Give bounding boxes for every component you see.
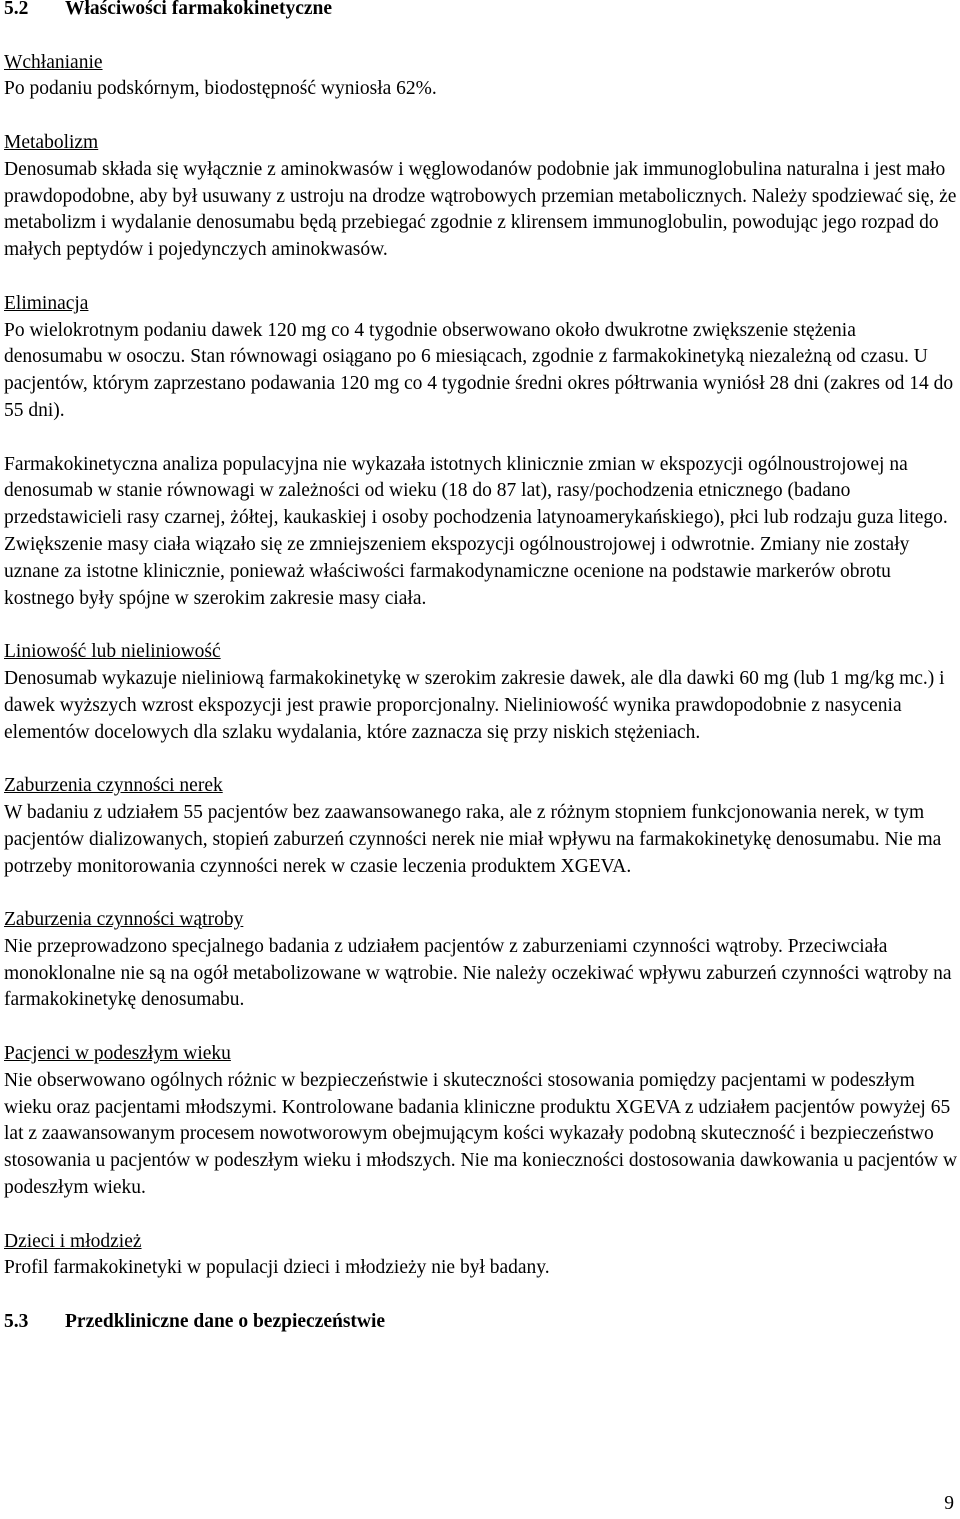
subsection-hepatic-impairment — [4, 907, 958, 1014]
section-title: Przedkliniczne dane o bezpieczeństwie — [65, 1311, 386, 1333]
subsection-title: Metabolizm — [4, 131, 99, 153]
subsection-body: Nie obserwowano ogólnych różnic w bezpieczeństwie i skuteczności stosowania pomiędzy pacjentami w podeszłym wieku oraz pacjentami młodszymi. Kontrolowane badania kliniczne produktu XGEVA z udziałem pacjentów powyżej 65 lat z zaawansowanym procesem nowotworowym obejmującym kości wykazały podobną skuteczność i bezpieczeństwo stosowania u pacjentów w podeszłym wieku i młodszych. Nie ma konieczności dostosowania dawkowania u pacjentów w podeszłym wieku. — [4, 1069, 958, 1199]
subsection-title: Eliminacja — [4, 292, 89, 314]
subsection-linearity — [4, 639, 958, 746]
subsection-body: Po podaniu podskórnym, biodostępność wyniosła 62%. — [4, 78, 437, 100]
subsection-absorption — [4, 50, 958, 104]
subsection-title: Dzieci i młodzież — [4, 1230, 142, 1252]
subsection-body-continued: Farmakokinetyczna analiza populacyjna nie wykazała istotnych klinicznie zmian w ekspozycji ogólnoustrojowej na denosumab w stanie równowagi w zależności od wieku (18 do 87 lat), rasy/pochodzenia etnicznego (badano przedstawicieli rasy czarnej, żółtej, kaukaskiej i osoby pochodzenia latynoamerykańskiego), płci lub rodzaju guza litego. Zwiększenie masy ciała wiązało się ze zmniejszeniem ekspozycji ogólnoustrojowej i odwrotnie. Zmiany nie zostały uznane za istotne klinicznie, ponieważ właściwości farmakodynamiczne ocenione na podstawie markerów obrotu kostnego były spójne w szerokim zakresie masy ciała. — [4, 453, 948, 609]
page-number: 9 — [944, 1493, 954, 1514]
section-heading-5-2 — [4, 0, 958, 23]
subsection-body: Po wielokrotnym podaniu dawek 120 mg co 4 tygodnie obserwowano około dwukrotne zwiększenie stężenia denosumabu w osoczu. Stan równowagi osiągano po 6 miesiącach, zgodnie z farmakokinetyką niezależną od czasu. U pacjentów, którym zaprzestano podawania 120 mg co 4 tygodnie średni okres półtrwania wyniósł 28 dni (zakres od 14 do 55 dni). — [4, 319, 954, 421]
subsection-title: Zaburzenia czynności wątroby — [4, 909, 244, 931]
subsection-elimination — [4, 291, 958, 613]
section-title: Właściwości farmakokinetyczne — [65, 0, 333, 19]
subsection-metabolism — [4, 130, 958, 264]
subsection-body: Profil farmakokinetyki w populacji dzieci i młodzieży nie był badany. — [4, 1257, 550, 1279]
section-number: 5.2 — [4, 0, 29, 19]
section-heading-5-3 — [4, 1309, 958, 1336]
subsection-body: Nie przeprowadzono specjalnego badania z udziałem pacjentów z zaburzeniami czynności wątroby. Przeciwciała monoklonalne nie są na ogół metabolizowane w wątrobie. Nie należy oczekiwać wpływu zaburzeń czynności wątroby na farmakokinetykę denosumabu. — [4, 935, 952, 1011]
subsection-title: Zaburzenia czynności nerek — [4, 775, 223, 797]
subsection-title: Wchłanianie — [4, 51, 103, 73]
subsection-body: Denosumab wykazuje nieliniową farmakokinetykę w szerokim zakresie dawek, ale dla dawki 60 mg (lub 1 mg/kg mc.) i dawek wyższych wzrost ekspozycji jest prawie proporcjonalny. Nieliniowość wynika prawdopodobnie z nasycenia elementów docelowych dla szlaku wydalania, które zaznacza się przy niskich stężeniach. — [4, 667, 945, 743]
subsection-body: Denosumab składa się wyłącznie z aminokwasów i węglowodanów podobnie jak immunoglobulina naturalna i jest mało prawdopodobne, aby był usuwany z ustroju na drodze wątrobowych przemian metabolicznych. Należy spodziewać się, że metabolizm i wydalanie denosumabu będą przebiegać zgodnie z klirensem immunoglobulin, powodując jego rozpad do małych peptydów i pojedynczych aminokwasów. — [4, 158, 957, 261]
subsection-paediatric — [4, 1229, 958, 1283]
document-page — [4, 0, 958, 1336]
subsection-body: W badaniu z udziałem 55 pacjentów bez zaawansowanego raka, ale z różnym stopniem funkcjonowania nerek, w tym pacjentów dializowanych, stopień zaburzeń czynności nerek nie miał wpływu na farmakokinetykę denosumabu. Nie ma potrzeby monitorowania czynności nerek w czasie leczenia produktem XGEVA. — [4, 801, 942, 877]
subsection-title: Liniowość lub nieliniowość — [4, 641, 221, 663]
subsection-title: Pacjenci w podeszłym wieku — [4, 1043, 231, 1065]
section-number: 5.3 — [4, 1311, 29, 1333]
subsection-elderly — [4, 1041, 958, 1202]
subsection-renal-impairment — [4, 773, 958, 880]
